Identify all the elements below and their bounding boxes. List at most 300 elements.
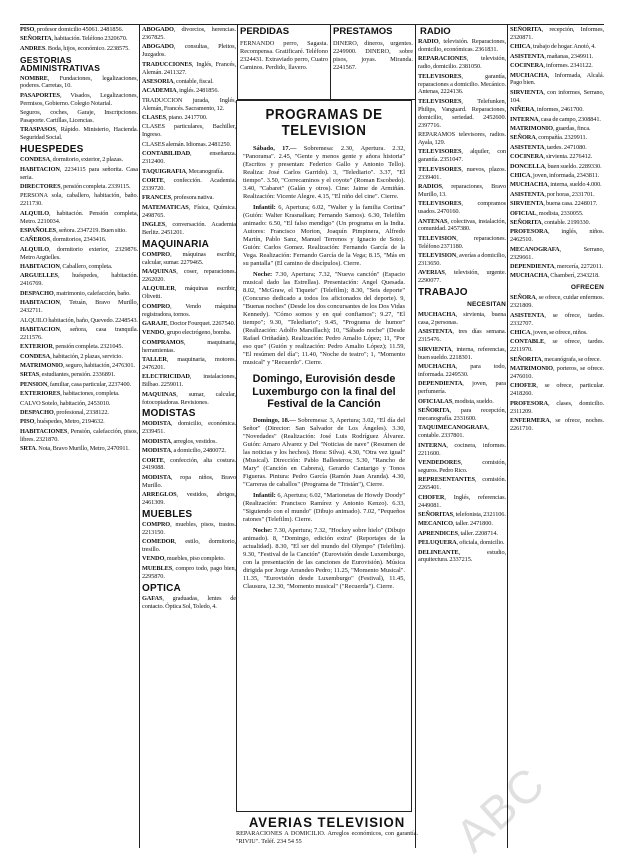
ad-keyword: MODISTA	[142, 473, 171, 481]
classified-ad: DONCELLA, buen sueldo. 2289330.	[510, 162, 602, 170]
ad-keyword: TRADUCCIONES	[142, 60, 192, 68]
ad-keyword: NIÑERA	[510, 106, 535, 114]
classified-ad: VENDEDORES, comisión, seguros. Pedro Rico.	[418, 459, 506, 474]
classified-ad: MATEMATICAS, Física, Química. 2498765.	[142, 203, 236, 219]
classified-ad: ALQUILO, dormitorio exterior, 2329876. Metro Argüelles.	[20, 245, 138, 261]
ad-keyword: HABITACION	[20, 263, 60, 271]
column-rule	[415, 24, 416, 848]
ad-keyword: APRENDICES	[418, 529, 458, 537]
ad-keyword: SEÑORITA	[510, 219, 542, 227]
ad-keyword: SIRVIENTA	[510, 200, 544, 208]
classified-ad: APRENDICES, taller. 2208714.	[418, 529, 498, 537]
ad-keyword: DEPENDIENTA	[418, 380, 463, 388]
classified-ad: COCINERA, sirvienta. 2276412.	[510, 153, 593, 161]
ad-keyword: ASISTENTA	[510, 143, 545, 151]
ad-keyword: REPARACIONES	[418, 55, 467, 63]
ad-keyword: ESPAÑOLES	[20, 226, 57, 234]
tv-program-block: Noche: 7.30, Apertura; 7.32, "Hockey sobre hielo" (Dibujo animado). 8, "Domingo, edición extra" (Reportajes de la actualidad). 8.30, "El ser del mundo del Olympo" (Telefilm). 9.30, "Festival de la Canción" (Eurovisión desde Luxemburgo, con la presentación de las canciones de Eurovisión). Música dirigida por Jorge Arrandeo Pedro; 11.25, "Momento Musical". 11.35, "Eurovisión desde Luxemburgo" (Festival), 11.45, Clausura, 12.30, "Momento musical" ("Recuerda"). Cierre.	[243, 526, 406, 590]
classified-ad: MATRIMONIO, seguro, habitación, 2476301.	[20, 362, 135, 370]
ad-keyword: CONTABILIDAD	[142, 150, 191, 158]
classified-ad: SEÑORITA, para recepción, mecanografía. 2331600.	[418, 407, 506, 422]
averias-ad	[236, 814, 418, 848]
ad-keyword: DONCELLA	[510, 162, 545, 170]
ad-keyword: SEÑORITA	[418, 407, 450, 415]
classified-ad: FRANCES, profesora nativa.	[142, 194, 214, 202]
ad-keyword: ABOGADO	[142, 43, 174, 51]
classified-ad: CORTE, confección. Academia. 2339720.	[142, 176, 236, 192]
tv-saturday-schedule	[243, 145, 405, 367]
classified-ad: CHICA, joven, informada, 2343811.	[510, 172, 600, 179]
classified-ad: PENSION, familiar, casa particular, 2237400.	[20, 380, 132, 388]
tv-program-block: Infantil: 6, Apertura; 6.02, "Walter y la familia Cortina" (Guión: Walter Krasnalkan; Fernando Samos). 6.30, Telefilm animado: 6.50, "El falso mendigo" (Un programa en la India. Autores: Francisco Morton, Joaquín Pimpinera, Alfredo Martín, Pablo Sanz, Manuel Terrenos y Ignacio de Soto). Guión: Carlos Gomez. Realización: Fernando García de la Vega. Realización: Fernando García de la Vega; 8.15, "Más en su pantalla" (El camino de discípulos). Cierre.	[243, 204, 405, 267]
tv-sunday-heading: Domingo, Eurovisión desde Luxemburgo con la final del Festival de la Canción	[252, 373, 396, 410]
classified-ad: OFICIALAS, modista, sueldo.	[418, 397, 494, 405]
section-trabajo: TRABAJO	[418, 287, 468, 299]
classified-ad: TELEVISORES, Telefunken, Philips, Vanguard. Reparaciones, domicilio, seriedad. 2452600. 2397716.	[418, 97, 506, 129]
classified-ad: ALQUILO habitación, baño, Quevedo. 2248543.	[20, 316, 138, 324]
ad-keyword: TAQUIGRAFIA	[142, 167, 186, 175]
ad-keyword: RADIO	[418, 38, 439, 45]
ad-keyword: MODISTA	[142, 447, 171, 455]
classified-ad: TELEVISION, reparaciones. Teléfono 2371180.	[418, 234, 506, 250]
ad-keyword: HABITACION	[20, 299, 60, 307]
ad-keyword: CHICA	[510, 328, 531, 336]
classified-ad: CALVO Sotelo, habitación, 2453010.	[20, 399, 111, 407]
tv-program-block: Sábado, 17.— Sobremesa: 2.30, Apertura. 2.32, "Panorama". 2.45, "Gente y menos gente y añora historia" (Escritos y presentan: Federico Gallo y Antonio Tello). Realiza: José Carlos Garrido). 3, "Telediario". 3.37, "El tiempo". 3.50, "Correcaminos y el coyote" (Roman Escobedo). 3.40, "Cabaret" (Galán y otros). Cine: Jaime de Armiñán. Realización: Vicente Alegre. 4.15, "El niño del cine". Cierre.	[243, 145, 405, 200]
ad-keyword: MATRIMONIO	[510, 124, 553, 132]
classified-ad: MODISTA, a domicilio, 2480072.	[142, 447, 226, 455]
ad-keyword: TALLER	[142, 356, 167, 364]
classified-ad: SEÑORITA, recepción, Informes, 2320871.	[510, 26, 604, 41]
ad-keyword: MECANOGRAFA	[510, 245, 560, 253]
classified-ad: COMPRO, muebles, pisos, trastos. 2213150.	[142, 520, 236, 536]
classified-ad: ASISTENTA, tres días semana. 2315476.	[418, 328, 506, 344]
tv-block-lead: Infantil:	[253, 204, 279, 211]
classified-ad: PASAPORTES, Visados, Legalizaciones, Permisos, Gobierno. Colegio Notarial.	[20, 91, 138, 107]
classified-ad: MAQUINAS, coser, reparaciones. 2262020.	[142, 267, 236, 283]
ad-keyword: TELEVISORES	[418, 148, 462, 156]
trabajo-ads-list	[418, 311, 506, 564]
ad-keyword: REPRESENTANTES	[418, 476, 475, 484]
section-muebles: MUEBLES	[142, 508, 193, 520]
classified-ad: TELEVISORES, garantía, reparaciones a domicilio. Mecánico. Antenas, 2224136.	[418, 72, 506, 96]
classified-ad: ELECTRICIDAD, instalaciones, Bilbao. 2259011.	[142, 373, 236, 389]
classified-ad: RADIOS, reparaciones, Bravo Murillo, 13.	[418, 182, 506, 198]
classified-ad: MODISTA, domicilio, económica. 2339451.	[142, 420, 236, 436]
prestamos-ads: DINERO, dineros, urgentes. 2249900. DINERO, sobre pisos, joyas. Miranda. 2241567.	[333, 40, 413, 71]
tv-program-block: Noche: 7.30, Apertura; 7.32, "Nueva canción" (Espacio musical dado las Estrellas). Presentación: Angel Quesada. 8.02, "McGraw, el Tiquete" (Telefilm); 8.30, "Seis deporte" (Concurso dedicado a todos los aficionados del deporte). 9, "Buenas noches" (Desde los dos concursantes de los Dos Vidas Kennedy). "Cómo somos y en qué confiamos"; 9.27, "El tiempo"; 9.30, "Telediario"; 9.45, "Programa de humor" (Realización: Adolfo Marsillach); 10, "Sábado noche" (Desde Rafael Oriñadán). Realización: Pedro Amalio López; 11, "Por eso que" (Guión y realización: Pedro Amalio López); 11.59, "El resúmen del día"; 11.40, "Noche de teatro"; 1, "Momento musical" y "Recuerdo". Cierre.	[243, 271, 406, 366]
perdidas-ads: FERNANDO perro, Sagasta. Recompensa. Gratificaré. Teléfono 2324431. Extraviado perro, Cuatro Caminos. Perdido, llavero.	[240, 40, 328, 71]
classified-ad: MAQUINAS, sumar, calcular, fotocopiadoras. Revisiones.	[142, 390, 236, 406]
ad-keyword: SEÑORITA	[510, 26, 542, 33]
ad-keyword: MUCHACHA	[510, 272, 548, 280]
classified-ad: DELINEANTE, estudio, arquitectura. 2337215.	[418, 548, 506, 564]
top-ads-list	[510, 26, 604, 280]
tv-block-lead: Noche:	[253, 271, 276, 278]
section-gestorias: GESTORIAS ADMINISTRATIVAS	[20, 54, 101, 73]
ad-keyword: HABITACION	[20, 165, 60, 173]
classified-ad: ASISTENTA, se ofrece, tardes. 2332707.	[510, 311, 604, 327]
classified-ad: TAQUIMECANOGRAFA, contable. 2337801.	[418, 424, 489, 440]
classified-ad: ASESORIA, contable, fiscal.	[142, 77, 214, 85]
modistas-ads-list	[142, 420, 236, 507]
tv-programs-box	[236, 100, 412, 812]
classified-ad: CONTABILIDAD, enseñanza. 2312400.	[142, 150, 236, 166]
ad-keyword: NOMBRE	[20, 74, 48, 82]
ad-keyword: MAQUINAS	[142, 390, 177, 398]
classified-ad: NOMBRE, Fundaciones, legalizaciones, poderes. Carretas, 10.	[20, 74, 138, 90]
ad-keyword: TRASPASOS	[20, 126, 56, 134]
classified-ad: DEPENDIENTA, joven, para perfumería.	[418, 380, 506, 396]
ad-keyword: HABITACION	[20, 325, 60, 333]
ad-keyword: COCINERA	[510, 62, 544, 70]
ad-keyword: MUCHACHA	[418, 363, 456, 371]
ad-keyword: PISO	[20, 26, 35, 33]
classified-ad: ASISTENTA, tardes. 2471080.	[510, 143, 587, 151]
section-ofrecen: OFRECEN	[570, 284, 604, 292]
ad-keyword: HABITACIONES	[20, 427, 68, 435]
ad-keyword: CONDESA	[20, 352, 51, 360]
ad-keyword: CLASES	[142, 114, 166, 122]
classified-ad: MUEBLES, compro todo, pago bien, 2295870.	[142, 564, 236, 580]
ad-keyword: SEÑORITAS	[418, 510, 454, 518]
classified-ad: SEÑORA, se ofrece, cuidar enfermos. 2321809.	[510, 294, 604, 310]
column-rule	[237, 24, 238, 100]
classified-ad: CLASES particulares, Bachiller, Ingreso.	[142, 123, 236, 139]
classified-ad: DIRECTORES, pensión completa. 2339115.	[20, 182, 131, 190]
ad-keyword: DEPENDIENTA	[510, 263, 555, 271]
classified-ad: COCINERA, informes. 2341122.	[510, 62, 593, 70]
ad-keyword: PENSION	[20, 380, 48, 388]
classified-ad: SEÑORITA, habitación. Teléfono 2320670.	[20, 35, 128, 43]
ad-keyword: OFICIAL	[510, 209, 537, 217]
tv-block-lead: Infantil:	[253, 491, 278, 499]
classified-ad: SRTA. Nota, Bravo Murillo, Metro, 2470911.	[20, 445, 130, 453]
ad-keyword: CORTE	[142, 456, 164, 464]
ad-keyword: SEÑORITA	[20, 35, 52, 43]
ad-keyword: VENDO	[142, 555, 165, 563]
classified-ad: TELEVISORES, compramos usados. 2470160.	[418, 200, 506, 216]
ad-keyword: EXTERIOR	[20, 343, 53, 351]
classified-ad: MODISTA, ropa niños, Bravo Murillo.	[142, 473, 236, 489]
ad-keyword: DESPACHO	[20, 289, 54, 297]
section-huespedes: HUESPEDES	[20, 144, 84, 156]
classified-ad: HABITACION, 2234115 para señorita. Casa seria.	[20, 165, 138, 181]
classified-ad: ALQUILO, habitación. Pensión completa, Metro. 2210034.	[20, 209, 138, 225]
classified-ad: MUCHACHA, sirvienta, buena casa, 2 personas.	[418, 311, 506, 326]
classified-ad: CHICA, joven, se ofrece, niños.	[510, 328, 588, 336]
classified-ad: MATRIMONIO, guardas, finca.	[510, 124, 591, 132]
ad-keyword: PELUQUERA	[418, 539, 457, 547]
classified-ad: DEPENDIENTA, mercería, 2272011.	[510, 263, 604, 271]
ad-keyword: INTERNA	[418, 441, 447, 449]
section-optica: OPTICA	[142, 582, 181, 594]
classified-ad: TRADUCCION jurada, Inglés, Alemán, Francés. Sacramento, 12.	[142, 96, 236, 112]
ad-keyword: ACADEMIA	[142, 87, 177, 95]
top-ads-list	[142, 26, 236, 237]
ad-keyword: PASAPORTES	[20, 91, 60, 99]
classified-ad: REPARACIONES, televisión, radio, domicilio. 2381050.	[418, 55, 506, 71]
classified-ad: Seguros, coches, Garaje, Inscripciones. Pasaporte. Cartillas, Licencias.	[20, 109, 138, 125]
column-rule	[139, 24, 140, 848]
classified-ad: ASISTENTA, mañanas, 2349911.	[510, 52, 594, 60]
ad-keyword: MATRIMONIO	[510, 365, 553, 373]
classified-ad: PISO, profesor domicilio 45061. 2481856.	[20, 26, 124, 33]
classified-ad: CONDESA, dormitorio, exterior, 2 plazas.	[20, 156, 123, 164]
classified-ad: SEÑORITAS, telefonista, 2321106.	[418, 510, 506, 518]
classified-ad: TELEVISION, averías a domicilio, 2313650.	[418, 252, 506, 268]
ad-keyword: CONDESA	[20, 156, 51, 164]
classified-ad: OFICIAL, modista, 2330055.	[510, 209, 584, 217]
ad-keyword: EXTERIORES	[20, 390, 61, 398]
classified-ad: CONTABLE, se ofrece, tardes. 2211970.	[510, 338, 604, 354]
section-maquinaria: MAQUINARIA	[142, 238, 209, 250]
averias-body: REPARACIONES A DOMICILIO. Arreglos económicos, con garantía. "RIVIU". Teléf. 234 54 55	[236, 830, 418, 845]
tv-program-block: Infantil: 6, Apertura; 6.02, "Marionetas de Howdy Doody" (Realización: Francisco Ramírez y Antonio Kenzo). 6.33, "Siguiendo con el mundo" (Dibujo animado). 7.02, "Pequeños ratones" (Telefilm). Cierre.	[243, 491, 405, 523]
classified-ad: MECANICO, taller. 2471800.	[418, 520, 493, 528]
classified-ad: VENDO, muebles, piso completo.	[142, 555, 225, 563]
ad-keyword: COMPRO	[142, 520, 171, 528]
ad-keyword: MUCHACHA	[510, 181, 548, 189]
classified-ad: CHICA, trabajo de hogar. Anotó, 4.	[510, 43, 596, 51]
ad-keyword: TELEVISORES	[418, 165, 462, 173]
ad-keyword: ENFERMERA	[510, 416, 550, 424]
classified-ad: DESPACHO, profesional, 2338122.	[20, 409, 109, 417]
classified-ad: TELEVISORES, alquiler, con garantía. 2351047.	[418, 148, 506, 164]
classified-ad: INTERNA, cocinera, informes. 2211600.	[418, 441, 506, 457]
ad-keyword: SEÑORA	[510, 134, 536, 142]
classified-ad: PERSONA sola, caballero, habitación, baño. 2211730.	[20, 192, 138, 208]
classified-ad: PISO, huéspedes, Metro, 2194632.	[20, 418, 105, 426]
classified-ad: COMPRAMOS, maquinaria, herramientas.	[142, 338, 236, 354]
classified-ad: INTERNA, casa de campo, 2308841.	[510, 115, 601, 123]
classified-ad: SIRVIENTA, con informes, Serrano, 104.	[510, 88, 604, 104]
classified-ad: TAQUIGRAFIA, Mecanografía.	[142, 167, 224, 175]
classified-ad: SRTAS, estudiantes, pensión. 2336891.	[20, 371, 116, 379]
classified-ad: ANTENAS, colectivas, instalación, comunidad. 2457380.	[418, 217, 506, 233]
averias-title: AVERIAS TELEVISION	[248, 814, 406, 830]
classified-ad: REPRESENTANTES, comisión. 2265401.	[418, 476, 506, 492]
classified-ad: TALLER, maquinaria, motores. 2476201.	[142, 356, 236, 371]
column-rule	[507, 24, 508, 848]
top-ads-list	[20, 26, 138, 53]
classified-ad: MUCHACHA, interna, sueldo 4.000.	[510, 181, 602, 189]
radio-ads-list	[418, 38, 506, 285]
ad-keyword: TELEVISORES	[418, 72, 462, 80]
ad-keyword: ASESORIA	[142, 77, 174, 85]
classified-ad: SIRVIENTA, interna, referencias, buen sueldo. 2218301.	[418, 345, 506, 361]
ad-keyword: MUCHACHA	[510, 71, 548, 79]
classified-ad: TRASPASOS, Rápido. Ministerio, Hacienda. Seguridad Social.	[20, 126, 138, 142]
section-radio: RADIO	[420, 26, 451, 37]
classified-ad: MUCHACHA, para todo, informada. 2249530.	[418, 363, 506, 378]
ad-keyword: ARGUELLES	[20, 272, 58, 280]
tv-program-block: Domingo, 18.— Sobremesa: 3, Apertura; 3.02, "El día del Señor" (Director: San Salvador de Los Ángeles). 3.30, "Novedades" (Realización: José Luis Rodríguez Álvarez. Guión: Amaro Alvarez y Del "Noticias de nave" (Resumen de las noticias y los hechos). Hora: Silva). 4.30, "Otra vez igual" (Musical). Dirección: Pablo Ballesteros; 5.30, "Rancho de Mary" (Canción en Cabrera), Gerardo Cantarigo y Tonos Figueras. Pintura: Pedro García (Ramón Juan Aranda). 4.30, "Carreras de caballos" (Programa de "Tristán"), Cierre.	[243, 416, 405, 488]
ad-keyword: DELINEANTE	[418, 548, 459, 556]
ad-keyword: CAÑEROS	[20, 236, 51, 244]
gestorias-ads-list	[20, 75, 138, 143]
ad-keyword: FRANCES	[142, 194, 172, 202]
ad-keyword: CHOFER	[418, 493, 445, 501]
ad-keyword: SIRVIENTA	[510, 88, 544, 96]
ad-keyword: AVERIAS	[418, 269, 445, 277]
ad-keyword: TAQUIMECANOGRAFA	[418, 424, 488, 432]
classified-ad: ABOGADO, divorcios, herencias. 2367825.	[142, 26, 236, 41]
classified-ad: PELUQUERA, oficiala, domicilio.	[418, 539, 505, 547]
ad-keyword: MATEMATICAS	[142, 203, 189, 211]
classified-ad: TRADUCCIONES, Inglés, Francés, Alemán. 2411327.	[142, 60, 236, 76]
ad-keyword: TELEVISION	[418, 234, 457, 242]
ad-keyword: CONTABLE	[510, 338, 545, 346]
classified-ad: MUCHACHA, Chamberí, 2343218.	[510, 272, 600, 280]
classified-ad: HABITACION, señora, casa tranquila. 2211576.	[20, 325, 138, 341]
ad-keyword: CHICA	[510, 43, 531, 51]
classified-ad: CORTE, confección, alta costura. 2419088.	[142, 456, 236, 472]
classified-ad: SIRVIENTA, buena casa. 2248017.	[510, 200, 598, 208]
classified-ad: CONDESA, habitación, 2 plazas, servicio.	[20, 352, 123, 360]
ad-keyword: ANDRES	[20, 44, 46, 52]
classified-ad: CLASES, piano. 2417700.	[142, 114, 208, 122]
tv-block-lead: Noche:	[253, 526, 274, 534]
ad-keyword: ARREGLOS	[142, 491, 177, 499]
ad-keyword: ALQUILO	[20, 245, 50, 253]
tv-box-top-rule	[237, 99, 415, 100]
ad-keyword: CHOFER	[510, 382, 537, 390]
ad-keyword: MAQUINAS	[142, 267, 177, 275]
classified-ad: MECANOGRAFA, Serrano, 2329661.	[510, 245, 604, 261]
ad-keyword: INTERNA	[510, 115, 539, 123]
ad-keyword: ASISTENTA	[510, 311, 545, 319]
ad-keyword: INGLES	[142, 220, 166, 228]
classified-ad: CLASES alemán. Idiomas. 2481250.	[142, 140, 231, 148]
ad-keyword: MUEBLES	[142, 564, 173, 572]
huespedes-ads-list	[20, 156, 138, 453]
ad-keyword: MUCHACHA	[418, 311, 456, 319]
ad-keyword: CORTE	[142, 176, 164, 184]
ad-keyword: OFICIALAS	[418, 397, 453, 405]
ad-keyword: MECANICO	[418, 520, 453, 528]
ad-keyword: PISO	[20, 418, 35, 426]
ad-keyword: RADIOS	[418, 182, 442, 190]
ad-keyword: COMPRAMOS	[142, 338, 184, 346]
classified-ad: ACADEMIA, inglés. 2481856.	[142, 87, 219, 95]
maquinaria-ads-list	[142, 251, 236, 407]
classified-ad: VENDO, grupo electrógeno, bomba.	[142, 329, 231, 337]
ad-keyword: ANTENAS	[418, 217, 448, 225]
classified-ad: DESPACHO, matrimonio, calefacción, baño.	[20, 289, 131, 297]
column-classifieds-7	[510, 26, 604, 434]
ad-keyword: MATRIMONIO	[20, 362, 63, 370]
section-modistas: MODISTAS	[142, 408, 196, 420]
classified-ad: HABITACIONES, Pensión, calefacción, pisos, libres. 2321870.	[20, 427, 138, 443]
classified-ad: COMPRO, máquinas escribir, calcular, sumar. 2279465.	[142, 250, 236, 266]
ad-keyword: DIRECTORES	[20, 182, 61, 190]
ad-keyword: ASISTENTA	[418, 328, 453, 336]
classified-ad: CHOFER, se ofrece, particular. 2418260.	[510, 382, 604, 398]
classified-ad: HABITACION, Tetuán, Bravo Murillo, 2432711.	[20, 299, 138, 315]
classified-ad: HABITACION, Caballero, completa.	[20, 263, 113, 271]
classified-ad: MATRIMONIO, porteros, se ofrece. 2476010.	[510, 365, 604, 380]
tv-title: PROGRAMAS DE TELEVISION	[265, 107, 383, 139]
classified-ad: CHOFER, Inglés, referencias. 2449081.	[418, 493, 506, 509]
ad-keyword: SEÑORA	[510, 294, 536, 302]
ad-keyword: MODISTA	[142, 420, 171, 428]
ad-keyword: TELEVISORES	[418, 97, 462, 105]
ad-keyword: GARAJE	[142, 319, 168, 327]
ad-keyword: TELEVISORES	[418, 200, 462, 208]
ad-keyword: VENDO	[142, 329, 165, 337]
column-rule	[330, 24, 331, 100]
ad-keyword: ABOGADO	[142, 26, 174, 33]
ad-keyword: COMEDOR	[142, 538, 175, 546]
tv-sunday-schedule	[243, 417, 405, 591]
muebles-ads-list	[142, 521, 236, 581]
tv-block-lead: Domingo, 18.—	[253, 416, 298, 424]
ad-keyword: VENDEDORES	[418, 459, 461, 466]
ad-keyword: ALQUILER	[142, 285, 175, 293]
column-classifieds-6	[418, 38, 506, 566]
classified-ad: ENFERMERA, se ofrece, noches. 2261710.	[510, 416, 604, 432]
abc-watermark: ABC	[445, 756, 556, 862]
column-classifieds-1	[20, 26, 138, 455]
classified-ad: SEÑORITA, contable. 2199330.	[510, 219, 591, 227]
ad-keyword: TELEVISION	[418, 252, 457, 260]
classified-ad: TELEVISORES, nuevos, plazos. 2339401.	[418, 165, 506, 181]
section-perdidas: PERDIDAS	[240, 26, 290, 37]
ad-keyword: PROFESORA	[510, 399, 548, 407]
ad-keyword: ASISTENTA	[510, 190, 545, 198]
optica-ads-list	[142, 595, 236, 611]
ad-keyword: MODISTA	[142, 437, 171, 445]
ad-keyword: COCINERA	[510, 153, 544, 161]
classified-ad: MUCHACHA, Informada, Alcalá. Pago bien.	[510, 71, 604, 87]
ad-keyword: ASISTENTA	[510, 52, 545, 60]
classified-ad: EXTERIORES, habitaciones, completa.	[20, 390, 120, 398]
ad-keyword: PROFESORA	[510, 228, 548, 236]
ad-keyword: GAFAS	[142, 594, 163, 602]
classified-ad: SEÑORA, compañía. 2329911.	[510, 134, 588, 142]
tv-block-lead: Sábado, 17.—	[253, 145, 304, 152]
classified-ad: PROFESORA, inglés, niños. 2462510.	[510, 228, 604, 244]
classified-ad: PROFESORA, clases, domicilio. 2311209.	[510, 399, 604, 415]
section-necesitan: NECESITAN	[467, 301, 506, 309]
classified-ad: REPARAMOS televisores, radios. Ayala, 129.	[418, 130, 506, 146]
classified-ad: ARREGLOS, vestidos, abrigos, 2461309.	[142, 491, 236, 507]
classified-ad: ASISTENTA, por horas, 2331701.	[510, 190, 595, 198]
classified-ad: AVERIAS, televisión, urgente. 2290077.	[418, 269, 506, 285]
classified-ad: INGLES, conversación. Academia Berlitz. 2451201.	[142, 220, 236, 236]
classified-ad: ESPAÑOLES, señora. 2347219. Buen sitio.	[20, 226, 127, 234]
ad-keyword: COMPRO	[142, 302, 171, 310]
classified-ad: GAFAS, graduadas, lentes de contacto. Óptica Sol, Toledo, 4.	[142, 594, 236, 610]
classified-ad: ANDRES. Boda, hijos, económico. 2238575.	[20, 44, 130, 52]
section-prestamos: PRESTAMOS	[333, 26, 393, 37]
classified-ad: ARGUELLES, huéspedes, habitación. 2416769.	[20, 272, 138, 288]
ad-keyword: COMPRO	[142, 250, 171, 258]
classified-ad: COMPRO, Vendo máquina registradora, tornos.	[142, 302, 236, 318]
classified-ad: MODISTA, arreglos, vestidos.	[142, 437, 217, 445]
ad-keyword: CHICA	[510, 172, 531, 179]
classified-ad: GARAJE, Doctor Fourquet. 2267540.	[142, 319, 236, 327]
classified-ad: EXTERIOR, pensión completa. 2321045.	[20, 343, 123, 351]
classified-ad: SEÑORITA, mecanógrafa, se ofrece.	[510, 355, 601, 363]
ofrecen-ads-list	[510, 294, 604, 433]
classified-ad: NIÑERA, informes, 2461700.	[510, 106, 584, 114]
classified-ad: ALQUILER, máquinas escribir, Olivetti.	[142, 285, 236, 301]
ad-keyword: SIRVIENTA	[418, 345, 452, 353]
ad-keyword: ALQUILO	[20, 209, 50, 217]
ad-keyword: SRTAS	[20, 371, 40, 379]
